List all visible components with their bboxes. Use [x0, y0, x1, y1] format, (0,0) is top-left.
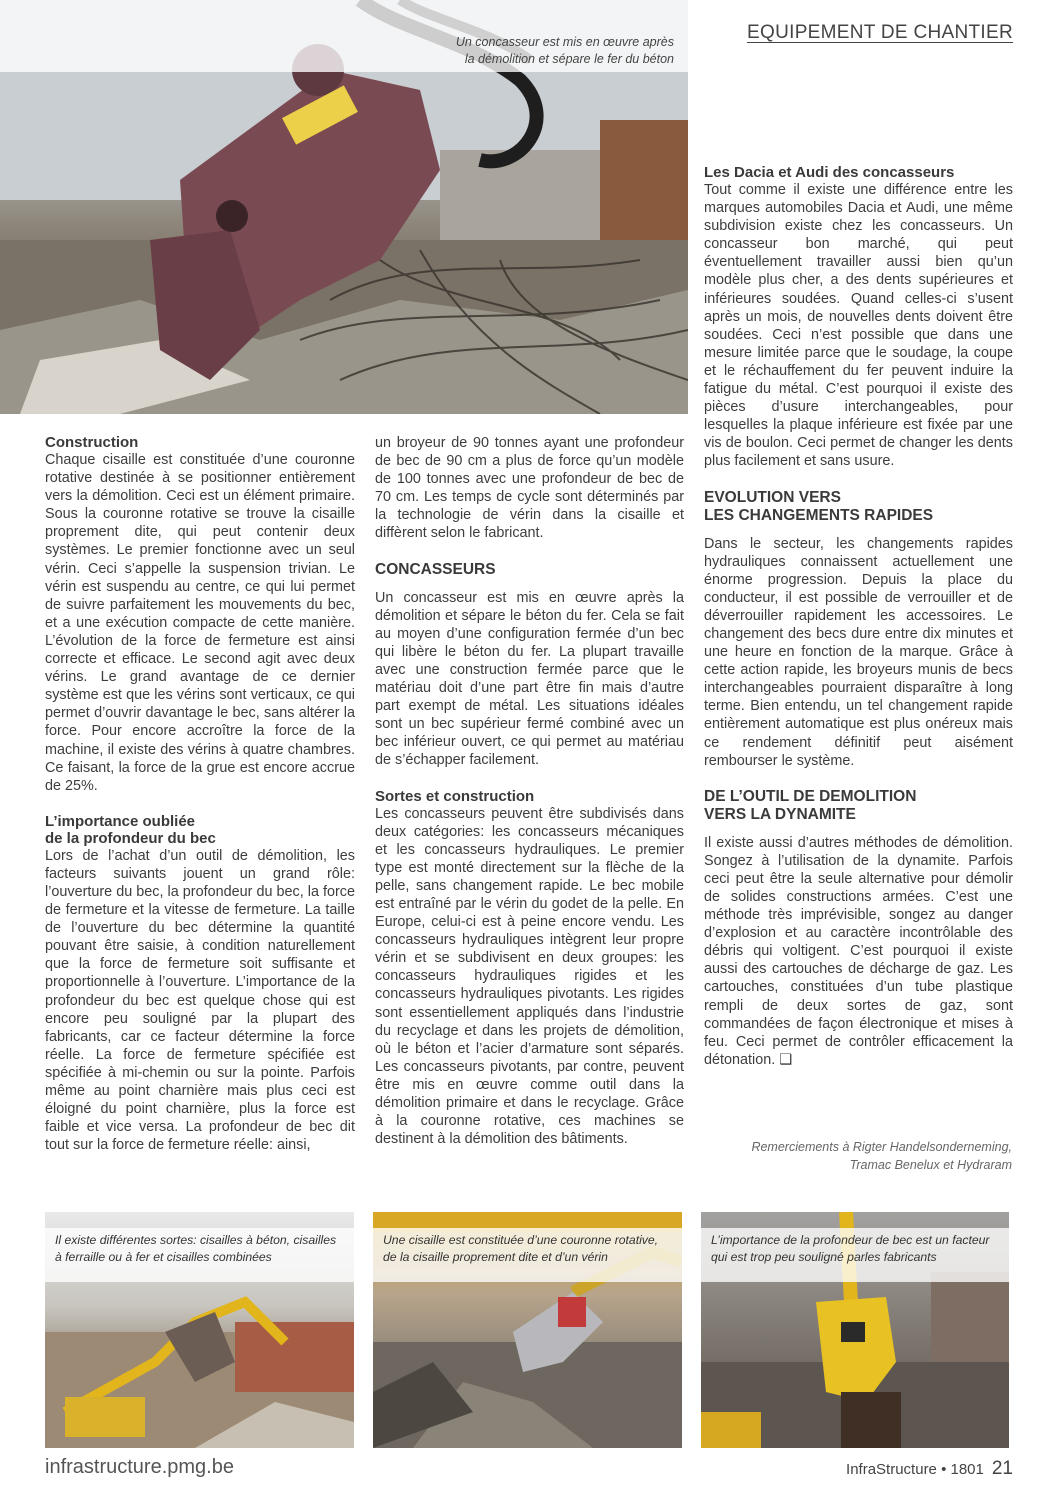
- heading-construction: Construction: [45, 434, 139, 451]
- paragraph-evolution: Dans le secteur, les changements rapides hydrauliques connaissent actuellement une énorme progression. Depuis la place du conducteur, il est possible de verrouiller et de déverrouiller rapidement les accessoires. Le changement des becs dure entre dix minutes et une heure en fonction de la marque. Grâce à cette action rapide, les broyeurs munis de becs interchangeables pourraient disparaître à long terme. Bien entendu, un tel changement rapide entièrement automatique est plus onéreux mais ce rendement définitif peut aisément rembourser le système.: [704, 535, 1013, 769]
- paragraph-importance: Lors de l’achat d’un outil de démolition, les facteurs suivants jouent un grand rôle: l’ouverture du bec, la profondeur du bec, la force de fermeture et la vitesse de fermeture. La taille de l’ouverture du bec détermine la quantité pouvant être saisie, à condition naturellement que la force de fermeture soit suffisante et proportionnelle à l’ouverture. L’importance de la profondeur du bec est quelque chose qui est encore peu souligné par la plupart des fabricants, car ce facteur détermine la force réelle. La force de fermeture spécifiée est spécifiée à mi-chemin ou sur la pointe. Parfois même au point charnière mais plus ceci est éloigné du point charnière, plus la force est faible et vice versa. La profondeur de bec dit tout sur la force de fermeture réelle: ainsi,: [45, 847, 355, 1154]
- footer-website-link[interactable]: infrastructure.pmg.be: [45, 1456, 234, 1478]
- footer-issue: [846, 1458, 1013, 1480]
- heading-sortes: Sortes et construction: [375, 787, 535, 805]
- caption-line: de la cisaille proprement dite et d’un vérin: [383, 1250, 608, 1264]
- hero-caption-line: Un concasseur est mis en œuvre après: [455, 35, 674, 49]
- heading-dacia: Les Dacia et Audi des concasseurs: [704, 164, 955, 181]
- caption-line: Il existe différentes sortes: cisailles à béton, cisailles: [55, 1233, 337, 1247]
- caption-line: L’importance de la profondeur de bec est un facteur: [711, 1233, 990, 1247]
- acknowledgements: [751, 1138, 1012, 1174]
- heading-importance: [45, 813, 355, 847]
- photo-caption: [55, 1232, 346, 1266]
- caption-line: Une cisaille est constituée d’une couronne rotative,: [383, 1233, 659, 1247]
- photo-rotary-shear: [373, 1212, 682, 1448]
- footer-magazine: InfraStructure • 1801: [846, 1461, 984, 1478]
- hero-photo: [0, 0, 688, 414]
- photo-caption: [383, 1232, 674, 1266]
- paragraph-outil-text: Il existe aussi d’autres méthodes de démolition. Songez à l’utilisation de la dynamite. Parfois ceci peut être la seule alternative pour démolir de solides constructions armées. C’est une méthode très imprévisible, songez au danger d’explosion et au caractère incontrôlable des débris qui voltigent. C’est pourquoi il existe aussi des cartouches de décharge de gaz. Les cartouches, constituées d’un tube plastique rempli de deux sortes de gaz, sont commandées de façon électronique et mises à feu. Ceci permet de contrôler efficacement la détonation.: [704, 834, 1013, 1068]
- photo-shears: [45, 1212, 354, 1448]
- column-3: [704, 164, 1013, 1069]
- paragraph-outil: [704, 834, 1013, 1069]
- caption-line: à ferraille ou à fer et cisailles combinées: [55, 1250, 272, 1264]
- heading-line: EVOLUTION VERS: [704, 488, 841, 506]
- section-header: EQUIPEMENT DE CHANTIER: [747, 22, 1013, 43]
- heading-evolution: [704, 489, 1013, 525]
- hero-caption: [456, 34, 674, 68]
- column-1: [45, 434, 355, 1154]
- end-mark-icon: ❑: [779, 1051, 793, 1068]
- paragraph-continuation: un broyeur de 90 tonnes ayant une profondeur de bec de 90 cm a plus de force qu’un modèle de 100 tonnes avec une profondeur de bec de 70 cm. Les temps de cycle sont déterminés par la technologie de vérin dans la cisaille et diffèrent selon le fabricant.: [375, 435, 684, 542]
- photo-jaw-depth: [701, 1212, 1009, 1448]
- heading-line: LES CHANGEMENTS RAPIDES: [704, 506, 934, 524]
- heading-concasseurs: CONCASSEURS: [375, 560, 496, 578]
- acknowledgement-line: Tramac Benelux et Hydraram: [849, 1158, 1012, 1172]
- heading-line: VERS LA DYNAMITE: [704, 805, 856, 823]
- paragraph-concasseurs: Un concasseur est mis en œuvre après la démolition et sépare le béton du fer. Cela se fait au moyen d’une configuration fermée d’un bec qui libère le béton du fer. La plupart travaille avec une construction fermée parce que le matériau doit d’une part être fin mais d’autre part exempt de métal. Les situations idéales sont un bec supérieur fermé combiné avec un bec inférieur ouvert, ce qui permet au matériau de s’échapper facilement.: [375, 589, 684, 769]
- heading-outil: [704, 788, 1013, 824]
- heading-line: de la profondeur du bec: [45, 829, 216, 847]
- page-number: 21: [991, 1458, 1013, 1479]
- column-2: [375, 434, 684, 1148]
- caption-line: qui est trop peu souligné parles fabricants: [711, 1250, 937, 1264]
- hero-caption-line: la démolition et sépare le fer du béton: [464, 52, 674, 66]
- paragraph-dacia: Tout comme il existe une différence entre les marques automobiles Dacia et Audi, une même subdivision existe chez les concasseurs. Un concasseur bon marché, qui peut éventuellement travailler aussi bien qu’un modèle plus cher, a des dents supérieures et inférieures soudées. Quand celles-ci s’usent après un mois, de nouvelles dents doivent être soudées. Ceci n’est possible que dans une mesure limitée parce que le soudage, la coupe et le réchauffement du fer peuvent induire la fatigue du métal. C’est pourquoi il existe des pièces d’usure interchangeables, pour lesquelles la plaque inférieure est fixée par une vis de boulon. Ceci permet de changer les dents plus facilement et sans usure.: [704, 182, 1013, 470]
- heading-line: DE L’OUTIL DE DEMOLITION: [704, 787, 917, 805]
- photo-caption: [711, 1232, 1001, 1266]
- paragraph-sortes: Les concasseurs peuvent être subdivisés dans deux catégories: les concasseurs mécaniques et les concasseurs hydrauliques. Le premier type est monté directement sur la flèche de la pelle, sans changement rapide. Le bec mobile est entraîné par le vérin du godet de la pelle. En Europe, celui-ci est à peine encore vendu. Les concasseurs hydrauliques intègrent leur propre vérin et se subdivisent en deux groupes: les concasseurs hydrauliques rigides et les concasseurs hydrauliques pivotants. Les rigides sont essentiellement appliqués dans l’industrie du recyclage et dans les projets de démolition, où le béton et l’acier d’armature sont séparés. Les concasseurs pivotants, par contre, peuvent être mis en œuvre comme outil dans la démolition primaire et dans le recyclage. Grâce à la couronne rotative, ces machines se destinent à la démolition des bâtiments.: [375, 805, 684, 1148]
- heading-line: L’importance oubliée: [45, 812, 196, 830]
- acknowledgement-line: Remerciements à Rigter Handelsonderneming,: [751, 1140, 1012, 1154]
- paragraph-construction: Chaque cisaille est constituée d’une couronne rotative destinée à se positionner entièrement vers la démolition. Ceci est un élément primaire. Sous la couronne rotative se trouve la cisaille proprement dite, qui peut contenir deux systèmes. Le premier fonctionne avec un seul vérin. Ceci s’appelle la suspension trivian. Le vérin est suspendu au centre, ce qui lui permet de suivre parfaitement les mouvements du bec, et a une exécution compacte de cette manière. L’évolution de la force de fermeture est ainsi correcte et efficace. Le second agit avec deux vérins. Le grand avantage de ce dernier système est que les vérins sont verticaux, ce qui permet d’ouvrir davantage le bec, sans altérer la force. Pour encore accroître la force de la machine, il existe des vérins à quatre chambres. Ce faisant, la force de la grue est encore accrue de 25%.: [45, 452, 355, 794]
